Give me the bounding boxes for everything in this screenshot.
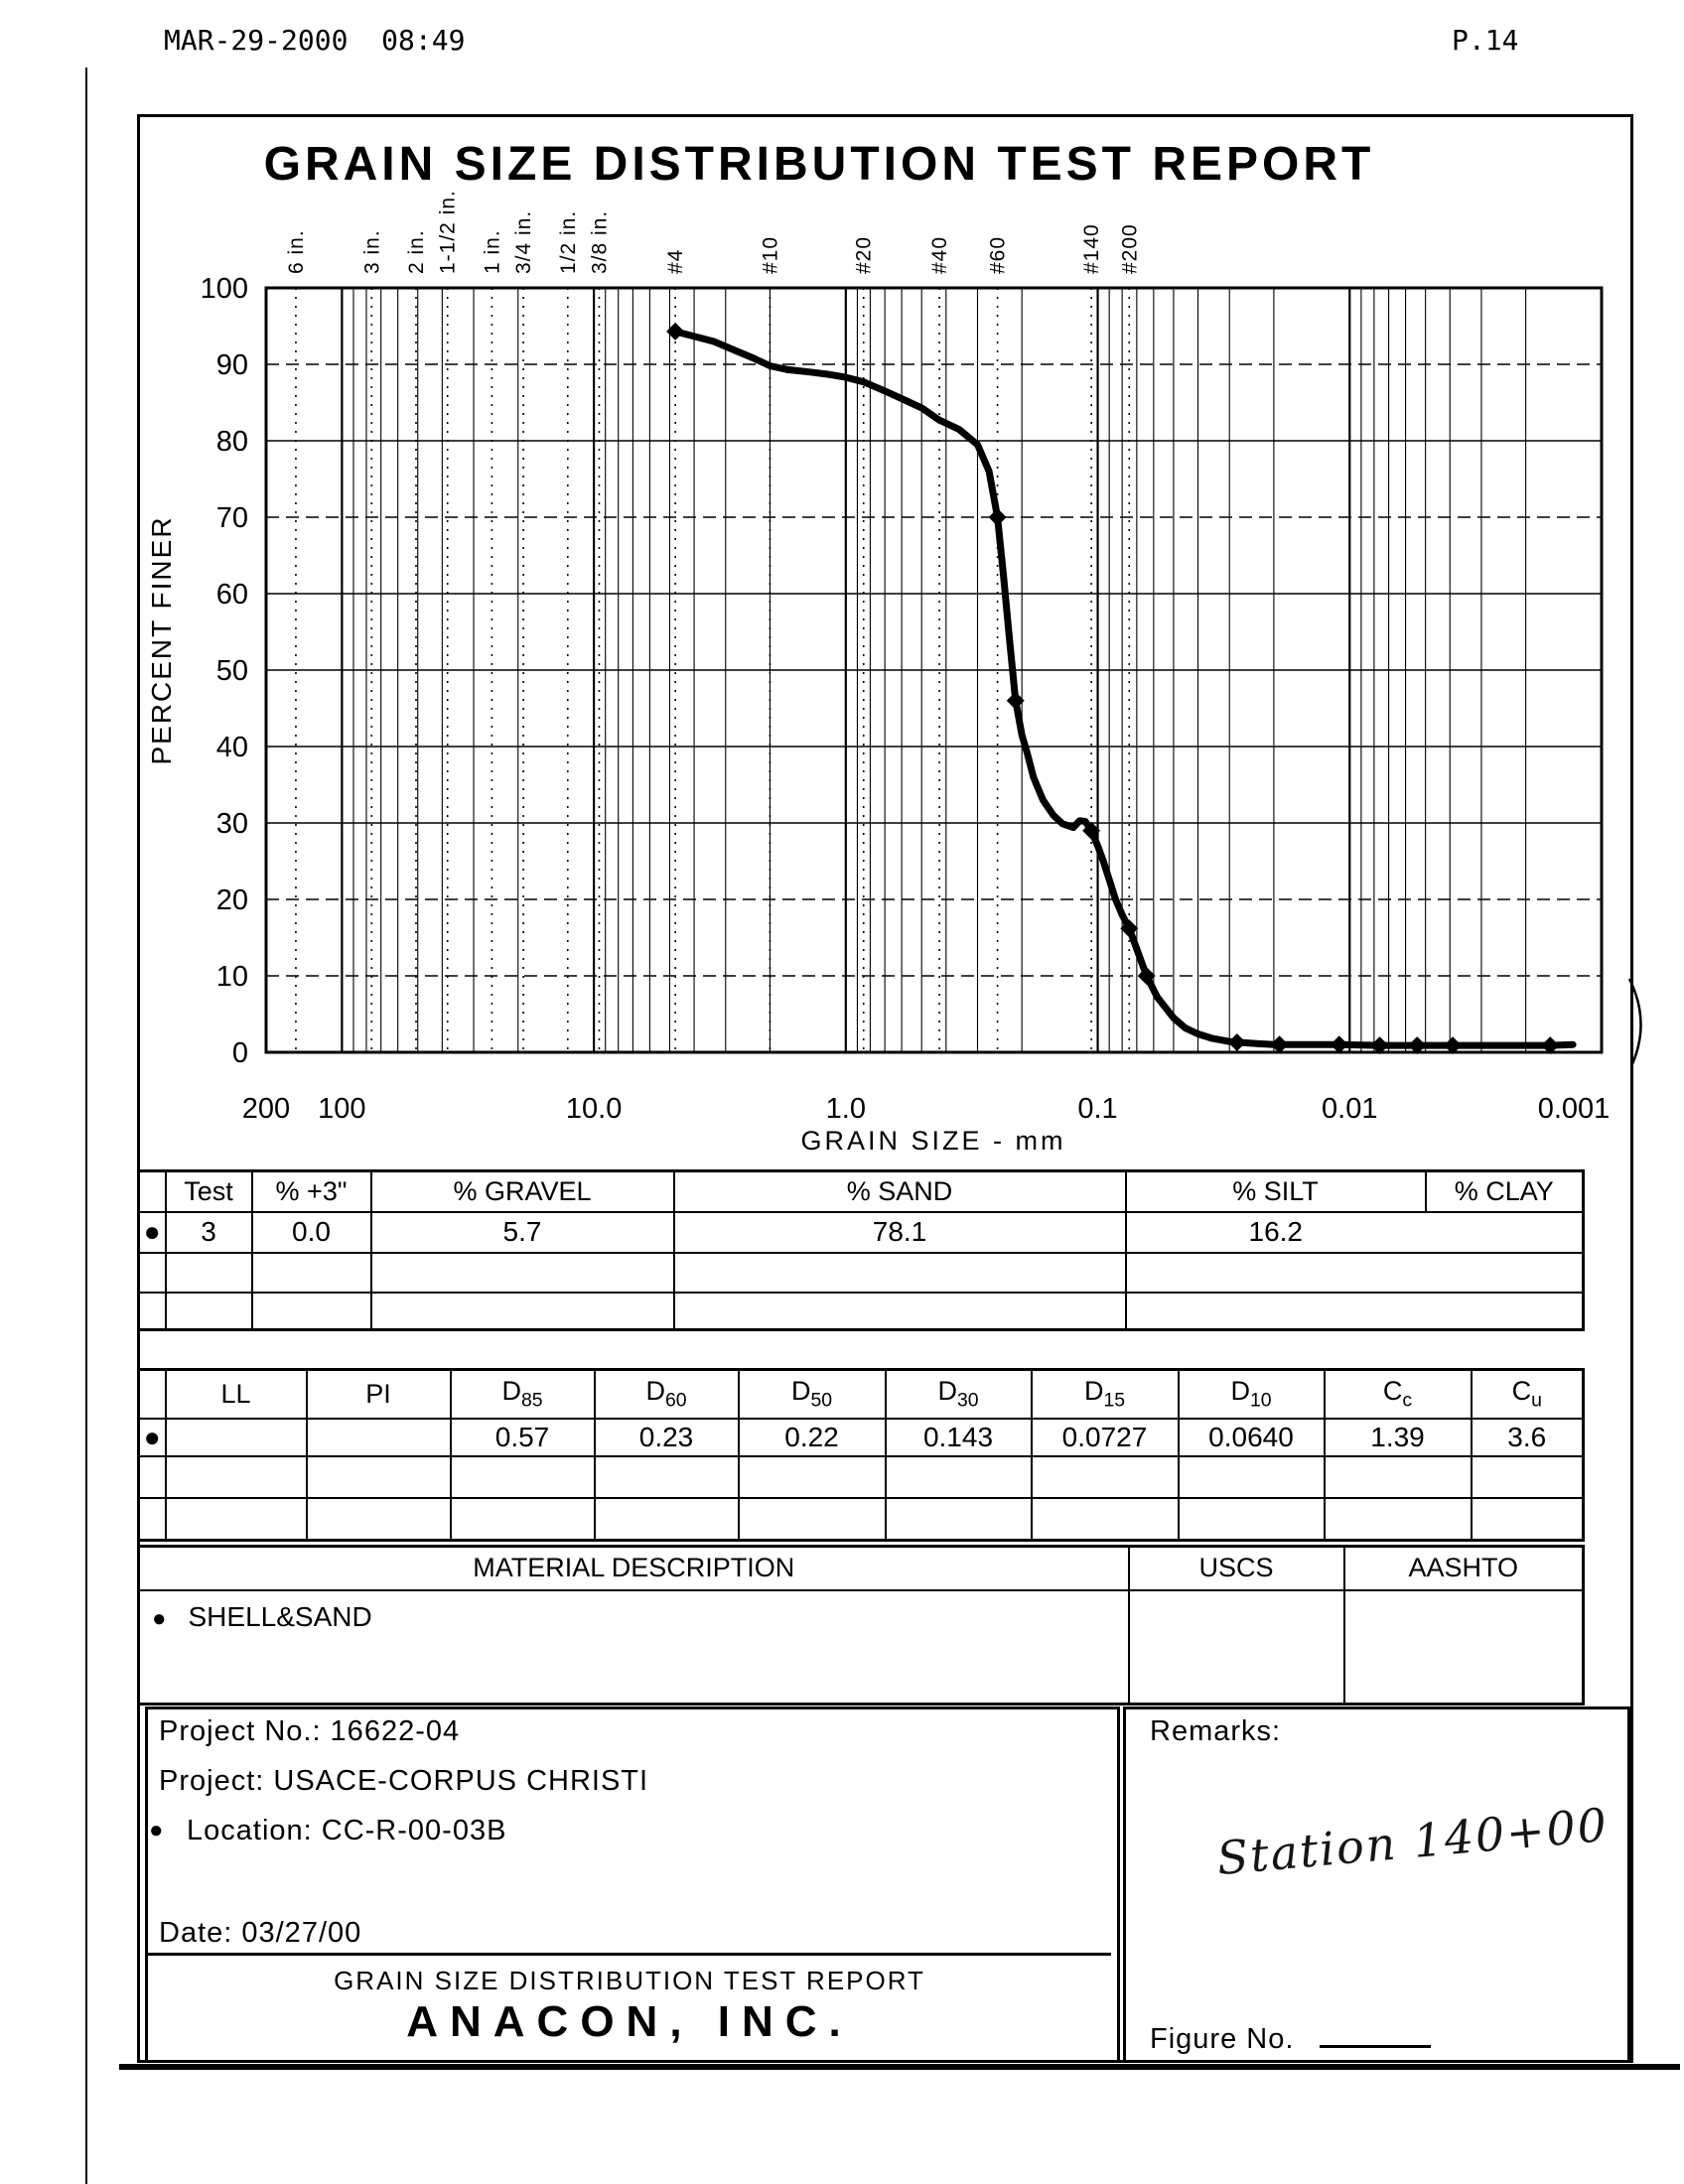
table-cell: [252, 1293, 371, 1330]
column-header: $D_{60}$: [595, 1370, 739, 1419]
table-cell: 16.2: [1126, 1212, 1584, 1253]
series-marker: ●: [149, 1817, 164, 1843]
table-cell: [886, 1456, 1032, 1498]
table-cell: [674, 1253, 1126, 1293]
table-cell: [166, 1498, 307, 1541]
table-cell: [139, 1293, 166, 1330]
sieve-label: #60: [986, 235, 1010, 274]
y-tick-label: 50: [215, 655, 248, 687]
column-header: MATERIAL DESCRIPTION: [139, 1547, 1129, 1590]
table-cell: [371, 1293, 674, 1330]
table-cell: 0.0727: [1032, 1419, 1179, 1456]
table-cell: [307, 1456, 451, 1498]
table-cell: 3.6: [1472, 1419, 1584, 1456]
x-tick-label: 0.001: [1537, 1093, 1611, 1125]
date: Date: 03/27/00: [159, 1917, 362, 1949]
x-tick-label: 200: [241, 1093, 291, 1125]
table-cell: [1126, 1253, 1584, 1293]
table-cell: [139, 1370, 166, 1419]
column-header: PI: [307, 1370, 451, 1419]
x-tick-label: 10.0: [565, 1093, 623, 1125]
table-cell: [739, 1456, 886, 1498]
column-header: $D_{50}$: [739, 1370, 886, 1419]
table-cell: 0.143: [886, 1419, 1032, 1456]
table-cell: 1.39: [1325, 1419, 1472, 1456]
project-name: Project: USACE-CORPUS CHRISTI: [159, 1765, 649, 1797]
y-tick-label: 20: [215, 885, 248, 916]
y-tick-label: 0: [231, 1037, 248, 1069]
sieve-label: 3/4 in.: [512, 209, 536, 274]
column-header: $C_c$: [1325, 1370, 1472, 1419]
y-tick-label: 30: [215, 808, 248, 840]
figure-number-blank: [1320, 2021, 1431, 2048]
y-tick-label: 90: [215, 349, 248, 381]
table-cell: [139, 1498, 166, 1541]
project-number: Project No.: 16622-04: [159, 1715, 461, 1747]
sieve-label: 6 in.: [284, 229, 308, 274]
fax-edge-line: [85, 68, 87, 2184]
table-cell: [139, 1253, 166, 1293]
remarks-label: Remarks:: [1150, 1715, 1282, 1747]
table-cell: 0.0640: [1179, 1419, 1325, 1456]
table-cell: [595, 1456, 739, 1498]
material-description: SHELL&SAND: [188, 1600, 372, 1632]
fax-timestamp: MAR-29-2000 08:49: [164, 24, 466, 57]
sieve-label: #40: [928, 235, 952, 274]
table-cell: [1126, 1293, 1584, 1330]
y-tick-label: 100: [200, 273, 248, 305]
table-cell: [139, 1456, 166, 1498]
table-cell: [371, 1253, 674, 1293]
y-tick-label: 10: [215, 961, 248, 993]
sieve-label: 3/8 in.: [588, 209, 612, 274]
column-header: $D_{15}$: [1032, 1370, 1179, 1419]
table-cell: [674, 1293, 1126, 1330]
sieve-label: #4: [664, 248, 688, 274]
handwritten-note: Station 140+00: [1214, 1797, 1612, 1886]
table-cell: [1179, 1456, 1325, 1498]
table-cell: [739, 1498, 886, 1541]
table-cell: [166, 1419, 307, 1456]
table-cell: [307, 1419, 451, 1456]
table-cell: 0.22: [739, 1419, 886, 1456]
column-header: USCS: [1129, 1547, 1344, 1590]
table-cell: [1344, 1590, 1584, 1705]
table-cell: 0.57: [451, 1419, 595, 1456]
table-cell: [166, 1253, 252, 1293]
x-tick-label: 100: [318, 1093, 366, 1125]
sieve-label: 1 in.: [481, 229, 504, 274]
y-tick-label: 80: [215, 426, 248, 458]
y-tick-label: 70: [215, 502, 248, 534]
table-cell: [166, 1293, 252, 1330]
table-cell: [166, 1456, 307, 1498]
table-cell: [1129, 1590, 1344, 1705]
table-cell: [1032, 1498, 1179, 1541]
fax-page-number: P.14: [1452, 24, 1519, 57]
y-tick-label: 40: [215, 732, 248, 763]
column-header: AASHTO: [1344, 1547, 1584, 1590]
column-header: % SILT: [1126, 1171, 1426, 1212]
table-cell: [451, 1456, 595, 1498]
column-header: % GRAVEL: [371, 1171, 674, 1212]
table-cell: [1325, 1498, 1472, 1541]
remarks-box: [1123, 1706, 1630, 2063]
y-axis-title: PERCENT FINER: [146, 515, 177, 765]
sieve-label: #140: [1080, 223, 1104, 274]
sieve-label: 1/2 in.: [556, 209, 580, 274]
figure-number-label: Figure No.: [1150, 2023, 1295, 2055]
table-cell: [139, 1590, 1129, 1705]
footer-report-title: GRAIN SIZE DISTRIBUTION TEST REPORT: [334, 1966, 925, 1995]
table-cell: 3: [166, 1212, 252, 1253]
sieve-label: #20: [852, 235, 876, 274]
table-cell: [252, 1253, 371, 1293]
series-marker: ●: [139, 1419, 166, 1456]
table-cell: [886, 1498, 1032, 1541]
column-header: $C_u$: [1472, 1370, 1584, 1419]
project-box-divider: [148, 1953, 1111, 1956]
fax-bottom-rule: [119, 2064, 1680, 2070]
figure-number-row: [1150, 2021, 1431, 2056]
page-title: GRAIN SIZE DISTRIBUTION TEST REPORT: [263, 138, 1375, 191]
sieve-label: #10: [759, 235, 782, 274]
table-cell: 78.1: [674, 1212, 1126, 1253]
sieve-label: 2 in.: [405, 229, 429, 274]
sieve-label: #200: [1118, 223, 1142, 274]
location: Location: CC-R-00-03B: [187, 1815, 507, 1846]
column-header: % CLAY: [1426, 1171, 1584, 1212]
series-marker: ●: [152, 1604, 167, 1632]
table-cell: [1472, 1456, 1584, 1498]
table-cell: [595, 1498, 739, 1541]
column-header: Test: [166, 1171, 252, 1212]
table-cell: 0.0: [252, 1212, 371, 1253]
table-cell: [307, 1498, 451, 1541]
y-tick-label: 60: [215, 579, 248, 611]
table-cell: 5.7: [371, 1212, 674, 1253]
table-cell: 0.23: [595, 1419, 739, 1456]
sieve-label: 3 in.: [360, 229, 384, 274]
x-tick-label: 0.01: [1322, 1093, 1378, 1125]
table-cell: [451, 1498, 595, 1541]
table-cell: [1032, 1456, 1179, 1498]
series-marker: ●: [139, 1212, 166, 1253]
column-header: $D_{10}$: [1179, 1370, 1325, 1419]
column-header: $D_{85}$: [451, 1370, 595, 1419]
column-header: % +3": [252, 1171, 371, 1212]
sieve-label: 1-1/2 in.: [436, 190, 460, 274]
column-header: LL: [166, 1370, 307, 1419]
table-cell: [139, 1171, 166, 1212]
table-cell: [1325, 1456, 1472, 1498]
column-header: % SAND: [674, 1171, 1126, 1212]
x-tick-label: 1.0: [825, 1093, 866, 1125]
table-cell: [1472, 1498, 1584, 1541]
column-header: $D_{30}$: [886, 1370, 1032, 1419]
x-tick-label: 0.1: [1077, 1093, 1118, 1125]
table-cell: [1179, 1498, 1325, 1541]
x-axis-title: GRAIN SIZE - mm: [800, 1126, 1066, 1156]
company-name: ANACON, INC.: [406, 1997, 853, 2046]
